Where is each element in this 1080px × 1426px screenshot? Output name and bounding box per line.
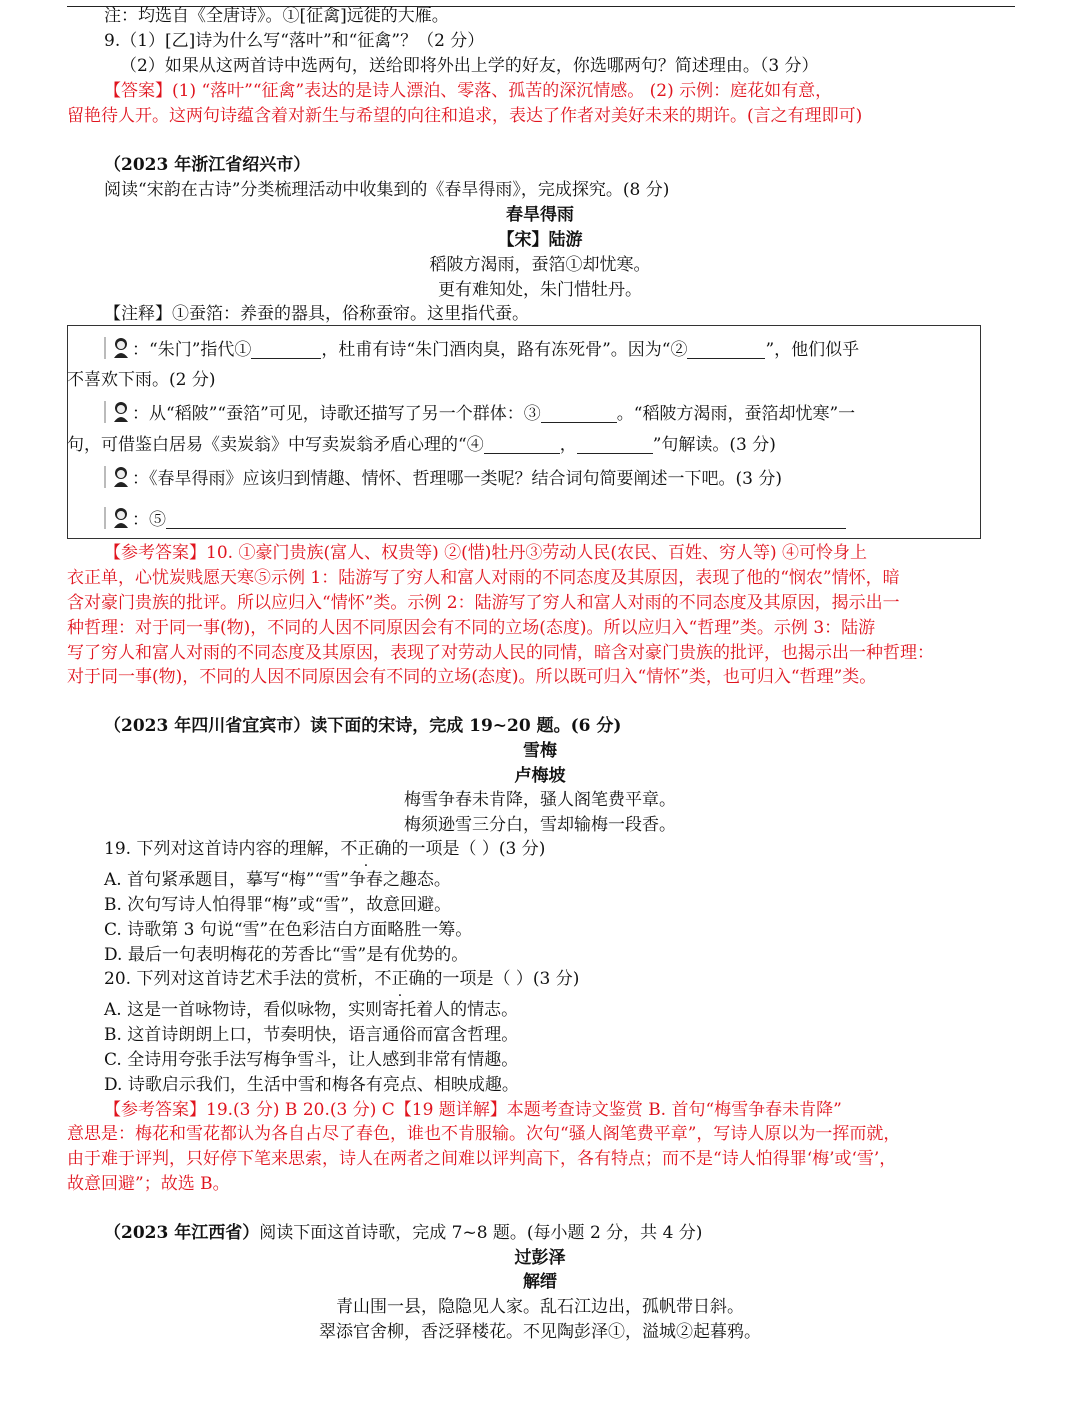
q20-option-d: D. 诗歌启示我们，生活中雪和梅各有亮点、相映成趣。 [104,1075,519,1095]
box-row-2-text-a: ：从“稻陂”“蚕箔”可见，诗歌还描写了另一个群体：③ [132,404,541,424]
q20-pre: 20. 下列对这首诗艺术手法的赏析， [104,969,375,989]
guopengze-line-2: 翠添官舍柳，香泛驿楼花。不见陶彭泽①，溢城②起暮鸦。 [319,1322,761,1342]
poem-line-2: 更有难知处，朱门惜牡丹。 [438,280,642,300]
row-marker [104,337,106,359]
blank-5[interactable] [166,510,846,529]
q20-option-a: A. 这是一首咏物诗，看似咏物，实则寄托着人的情志。 [104,1000,519,1020]
q20-emphasis: 不正确 [374,969,426,989]
jiangxi-source [104,1221,702,1245]
jiangxi-source-rest: 阅读下面这首诗歌，完成 7~8 题。(每小题 2 分，共 4 分) [259,1223,703,1243]
shaoxing-intro: 阅读“宋韵在古诗”分类梳理活动中收集到的《春旱得雨》，完成探究。(8 分) [104,180,670,200]
box-row-2-cont-c: ”句解读。(3 分) [652,435,776,455]
student-avatar-icon [112,401,130,423]
student-avatar-icon [112,337,130,359]
box-row-2-cont-b: ， [559,435,577,455]
blank-1[interactable] [251,340,321,359]
answer-19-20-line-4: 故意回避”；故选 B。 [67,1174,230,1194]
student-avatar-icon [112,466,130,488]
question-9-1: 9.（1）[乙]诗为什么写“落叶”和“征禽”？（2 分） [104,31,485,51]
answer-19-20-line-3: 由于难于评判，只好停下笔来思索，诗人在两者之间难以评判高下，各有特点；而不是“诗人怕得罪‘梅’或‘雪’， [67,1149,897,1169]
poem-title-xuemei: 雪梅 [523,741,557,761]
box-row-1-cont: 不喜欢下雨。(2 分) [67,370,216,390]
xuemei-line-2: 梅须逊雪三分白，雪却输梅一段香。 [404,815,676,835]
q19-option-c: C. 诗歌第 3 句说“雪”在色彩洁白方面略胜一筹。 [104,920,473,940]
blank-2[interactable] [687,340,765,359]
box-row-1-text-c: ”，他们似乎 [765,340,860,360]
answer-10-line-5: 写了穷人和富人对雨的不同态度及其原因，表现了对劳动人民的同情，暗含对豪门贵族的批评，也揭示出一种哲理： [67,643,934,663]
xuemei-line-1: 梅雪争春未肯降，骚人阁笔费平章。 [404,790,676,810]
q20-post: 的一项是（ ）(3 分) [425,969,580,989]
q19-emphasis: 不正确 [340,839,392,859]
shaoxing-source: （2023 年浙江省绍兴市） [104,155,311,175]
blank-4b[interactable] [577,435,653,454]
row-marker [104,507,106,529]
box-row-3-text: ：《春旱得雨》应该归到情趣、情怀、哲理哪一类呢？结合词句简要阐述一下吧。(3 分) [132,469,782,489]
q19-option-a: A. 首句紧承题目，摹写“梅”“雪”争春之趣态。 [104,870,451,890]
guopengze-line-1: 青山围一县，隐隐见人家。乱石江边出，孤帆带日斜。 [336,1297,744,1317]
box-row-2-cont [67,433,776,457]
q19-post: 的一项是（ ）(3 分) [391,839,546,859]
answer-10-line-1: 【参考答案】10. ①豪门贵族(富人、权贵等) ②(惜)牡丹③劳动人民(农民、百姓、穷人等) ④可怜身上 [104,543,868,563]
q19-option-b: B. 次句写诗人怕得罪“梅”或“雪”，故意回避。 [104,895,452,915]
box-row-3 [104,466,782,491]
question-20 [104,967,579,991]
student-avatar-icon [112,507,130,529]
answer-9-line-2: 留艳待人开。这两句诗蕴含着对新生与希望的向往和追求，表达了作者对美好未来的期许。(言之有理即可) [67,106,863,126]
box-row-4-text: ：⑤ [132,510,166,530]
poem-author-lumeipo: 卢梅坡 [514,766,566,786]
box-row-2-text-b: 。“稻陂方渴雨，蚕箔却忧寒”一 [616,404,856,424]
q20-option-b: B. 这首诗朗朗上口，节奏明快，语言通俗而富含哲理。 [104,1025,519,1045]
jiangxi-source-bold: （2023 年江西省） [104,1223,260,1243]
answer-10-line-6: 对于同一事(物)，不同的人因不同原因会有不同的立场(态度)。所以既可归入“情怀”类，也可归入“哲理”类。 [67,667,877,687]
answer-19-20-line-1: 【参考答案】19.(3 分) B 20.(3 分) C【19 题详解】本题考查诗文鉴赏 B. 首句“梅雪争春未肯降” [104,1100,842,1120]
q19-option-d: D. 最后一句表明梅花的芳香比“雪”是有优势的。 [104,945,469,965]
annotation-line: 【注释】①蚕箔：养蚕的器具，俗称蚕帘。这里指代蚕。 [104,304,529,324]
box-row-1 [104,337,859,362]
poem-title-guopengze: 过彭泽 [514,1248,566,1268]
note-line: 注：均选自《全唐诗》。①[征禽]远徙的大雁。 [104,6,449,26]
box-row-2-cont-a: 句，可借鉴白居易《卖炭翁》中写卖炭翁矛盾心理的“④ [67,435,484,455]
answer-10-line-2: 衣正单，心忧炭贱愿天寒⑤示例 1：陆游写了穷人和富人对雨的不同态度及其原因，表现了他的“悯农”情怀，暗 [67,568,900,588]
question-19 [104,837,545,861]
blank-4a[interactable] [484,435,560,454]
poem-author-luyou: 【宋】陆游 [497,230,583,250]
box-row-4 [104,507,846,532]
answer-19-20-line-2: 意思是：梅花和雪花都认为各自占尽了春色，谁也不肯服输。次句“骚人阁笔费平章”，写诗人原以为一挥而就， [67,1124,901,1144]
row-marker [104,401,106,423]
q19-pre: 19. 下列对这首诗内容的理解， [104,839,341,859]
answer-10-line-3: 含对豪门贵族的批评。所以应归入“情怀”类。示例 2：陆游写了穷人和富人对雨的不同态度及其原因，揭示出一 [67,593,900,613]
blank-3[interactable] [541,404,617,423]
box-row-1-text-a: ：“朱门”指代① [132,340,252,360]
row-marker [104,466,106,488]
box-row-2 [104,401,855,426]
yibin-source: （2023 年四川省宜宾市）读下面的宋诗，完成 19~20 题。(6 分) [104,716,622,736]
box-row-1-text-b: ，杜甫有诗“朱门酒肉臭，路有冻死骨”。因为“② [321,340,688,360]
question-9-2: （2）如果从这两首诗中选两句，送给即将外出上学的好友，你选哪两句？简述理由。（3 分） [120,56,819,76]
poem-title-chunhan: 春旱得雨 [506,205,574,225]
answer-10-line-4: 种哲理：对于同一事(物)，不同的人因不同原因会有不同的立场(态度)。所以应归入“哲理”类。示例 3：陆游 [67,618,876,638]
q20-option-c: C. 全诗用夸张手法写梅争雪斗，让人感到非常有情趣。 [104,1050,519,1070]
answer-9-line-1: 【答案】(1) “落叶”“征禽”表达的是诗人漂泊、零落、孤苦的深沉情感。 (2) 示例：庭花如有意， [104,81,833,101]
poem-author-xiejin: 解缙 [523,1272,557,1292]
poem-line-1: 稻陂方渴雨，蚕箔①却忧寒。 [429,255,651,275]
